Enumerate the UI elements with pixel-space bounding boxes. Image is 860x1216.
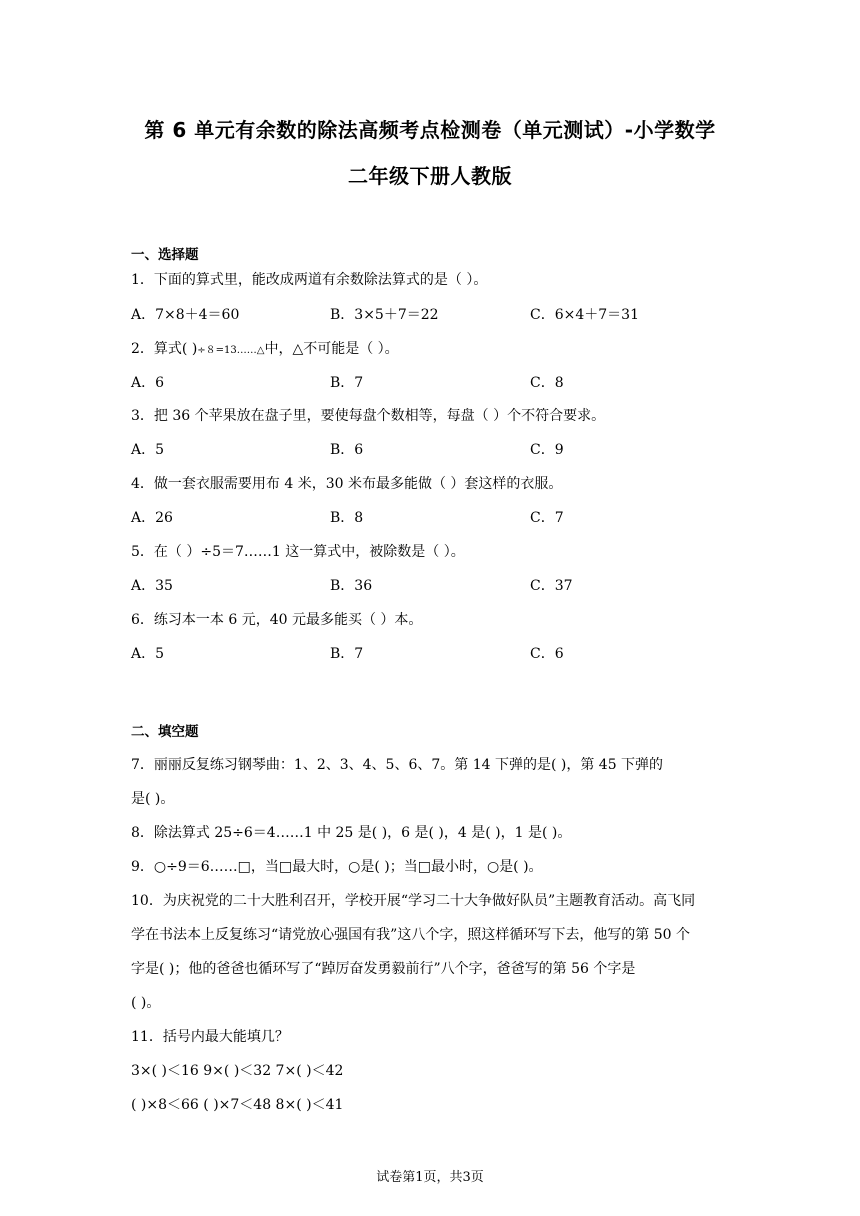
question-1-option-c: C．6×4＋7＝31 bbox=[530, 307, 639, 323]
question-4-option-c: C．7 bbox=[530, 510, 564, 526]
page-footer: 试卷第1页，共3页 bbox=[376, 1170, 484, 1185]
question-11-stem: 11．括号内最大能填几？ bbox=[131, 1029, 289, 1045]
question-5-option-a: A．35 bbox=[131, 578, 173, 594]
question-1-stem: 1．下面的算式里，能改成两道有余数除法算式的是（ ）。 bbox=[131, 272, 488, 288]
question-4-option-b: B．8 bbox=[330, 510, 364, 526]
section-heading-fill-blank: 二、填空题 bbox=[131, 724, 199, 740]
question-7-line-1: 7．丽丽反复练习钢琴曲：1、2、3、4、5、6、7。第 14 下弹的是( )，第 45 下弹的 bbox=[131, 757, 664, 773]
question-11-row-1: 3×( )＜16 9×( )＜32 7×( )＜42 bbox=[131, 1063, 344, 1079]
question-4-stem: 4．做一套衣服需要用布 4 米，30 米布最多能做（ ）套这样的衣服。 bbox=[131, 476, 563, 492]
question-1-option-a: A．7×8＋4＝60 bbox=[131, 307, 240, 323]
question-9-line: 9．○÷9＝6……□，当□最大时，○是( )；当□最小时，○是( )。 bbox=[131, 859, 543, 875]
question-2-option-b: B．7 bbox=[330, 375, 364, 391]
question-4-option-a: A．26 bbox=[131, 510, 173, 526]
question-10-line-1: 10．为庆祝党的二十大胜利召开，学校开展“学习二十大争做好队员”主题教育活动。高飞同 bbox=[131, 893, 696, 909]
exam-title-line-2: 二年级下册人教版 bbox=[348, 164, 512, 188]
question-2-stem-part-a: 2．算式( ) bbox=[131, 341, 198, 357]
question-10-line-3: 字是( )；他的爸爸也循环写了“踔厉奋发勇毅前行”八个字，爸爸写的第 56 个字是 bbox=[131, 961, 636, 977]
question-2-option-a: A．6 bbox=[131, 375, 165, 391]
question-3-option-c: C．9 bbox=[530, 442, 564, 458]
question-10-line-2: 学在书法本上反复练习“请党放心强国有我”这八个字，照这样循环写下去，他写的第 50 个 bbox=[131, 927, 691, 943]
question-6-option-c: C．6 bbox=[530, 646, 564, 662]
question-11-row-2: ( )×8＜66 ( )×7＜48 8×( )＜41 bbox=[131, 1097, 344, 1113]
section-heading-choice: 一、选择题 bbox=[131, 247, 199, 263]
question-5-option-b: B．36 bbox=[330, 578, 373, 594]
question-1-option-b: B．3×5＋7＝22 bbox=[330, 307, 439, 323]
question-2-stem bbox=[131, 338, 399, 358]
question-6-option-b: B．7 bbox=[330, 646, 364, 662]
question-10-line-4: ( )。 bbox=[131, 995, 161, 1011]
question-6-option-a: A．5 bbox=[131, 646, 165, 662]
question-8-line: 8．除法算式 25÷6＝4……1 中 25 是( )，6 是( )，4 是( )，1 是( )。 bbox=[131, 825, 572, 841]
question-5-stem: 5．在（ ）÷5＝7……1 这一算式中，被除数是（ ）。 bbox=[131, 544, 465, 560]
question-2-option-c: C．8 bbox=[530, 375, 564, 391]
question-3-stem: 3．把 36 个苹果放在盘子里，要使每盘个数相等，每盘（ ）个不符合要求。 bbox=[131, 408, 606, 424]
exam-title-line-1: 第 6 单元有余数的除法高频考点检测卷（单元测试）-小学数学 bbox=[144, 118, 716, 142]
question-5-option-c: C．37 bbox=[530, 578, 573, 594]
question-3-option-b: B．6 bbox=[330, 442, 364, 458]
question-7-line-2: 是( )。 bbox=[131, 791, 175, 807]
question-3-option-a: A．5 bbox=[131, 442, 165, 458]
question-2-stem-part-c: 中，△不可能是（ ）。 bbox=[264, 341, 399, 357]
question-2-stem-formula: ÷８=13……△ bbox=[197, 345, 265, 356]
question-6-stem: 6．练习本一本 6 元，40 元最多能买（ ）本。 bbox=[131, 612, 423, 628]
